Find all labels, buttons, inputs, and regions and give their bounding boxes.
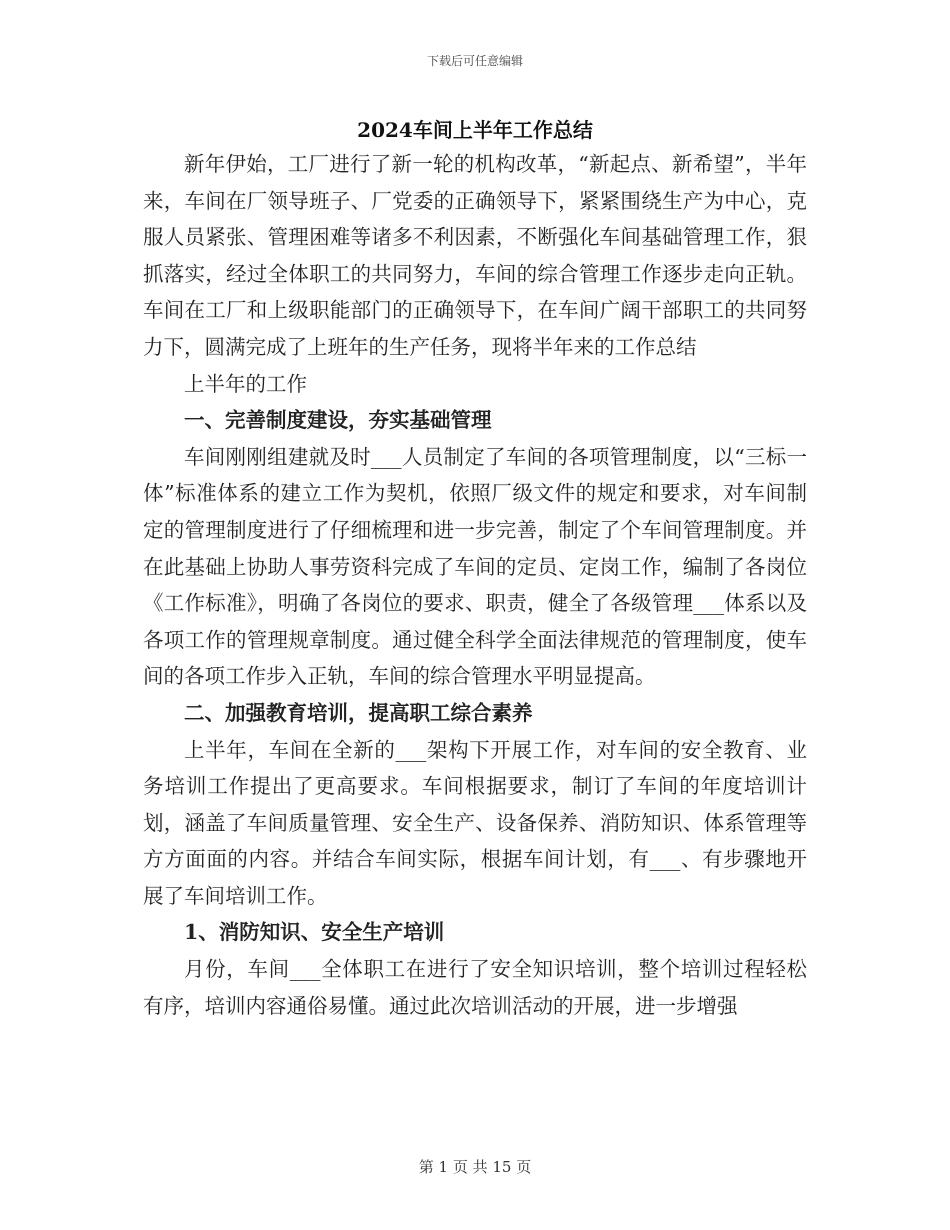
intro-paragraph: 新年伊始，工厂进行了新一轮的机构改革，“新起点、新希望”，半年来，车间在厂领导班子、厂党委的正确领导下，紧紧围绕生产为中心，克服人员紧张、管理困难等诸多不利因素，不断强化车间基础管理工作，狠抓落实，经过全体职工的共同努力，车间的综合管理工作逐步走向正轨。车间在工厂和上级职能部门的正确领导下，在车间广阔干部职工的共同努力下，圆满完成了上班年的生产任务，现将半年来的工作总结 (143, 152, 807, 359)
section2-paragraph: 上半年，车间在全新的___架构下开展工作，对车间的安全教育、业务培训工作提出了更高要求。车间根据要求，制订了车间的年度培训计划，涵盖了车间质量管理、安全生产、设备保养、消防知识、体系管理等方方面面的内容。并结合车间实际，根据车间计划，有___、有步骤地开展了车间培训工作。 (143, 737, 807, 908)
page-footer: 第 1 页 共 15 页 (418, 1158, 532, 1176)
subsection1-paragraph: 月份，车间___全体职工在进行了安全知识培训，整个培训过程轻松有序，培训内容通俗易懂。通过此次培训活动的开展，进一步增强 (143, 957, 807, 1018)
subsection1-heading: 1、消防知识、安全生产培训 (184, 920, 445, 945)
document-body (143, 146, 807, 1024)
page-header-note: 下载后可任意编辑 (426, 54, 523, 68)
document-title: 2024车间上半年工作总结 (357, 118, 593, 142)
subheading: 上半年的工作 (184, 371, 307, 396)
section1-paragraph: 车间刚刚组建就及时___人员制定了车间的各项管理制度，以“三标一体”标准体系的建立工作为契机，依照厂级文件的规定和要求，对车间制定的管理制度进行了仔细梳理和进一步完善，制定了个车间管理制度。并在此基础上协助人事劳资科完成了车间的定员、定岗工作，编制了各岗位《工作标准》，明确了各岗位的要求、职责，健全了各级管理___体系以及各项工作的管理规章制度。通过健全科学全面法律规范的管理制度，使车间的各项工作步入正轨，车间的综合管理水平明显提高。 (143, 444, 807, 689)
section2-heading: 二、加强教育培训，提高职工综合素养 (184, 700, 533, 725)
section1-heading: 一、完善制度建设，夯实基础管理 (184, 408, 492, 433)
